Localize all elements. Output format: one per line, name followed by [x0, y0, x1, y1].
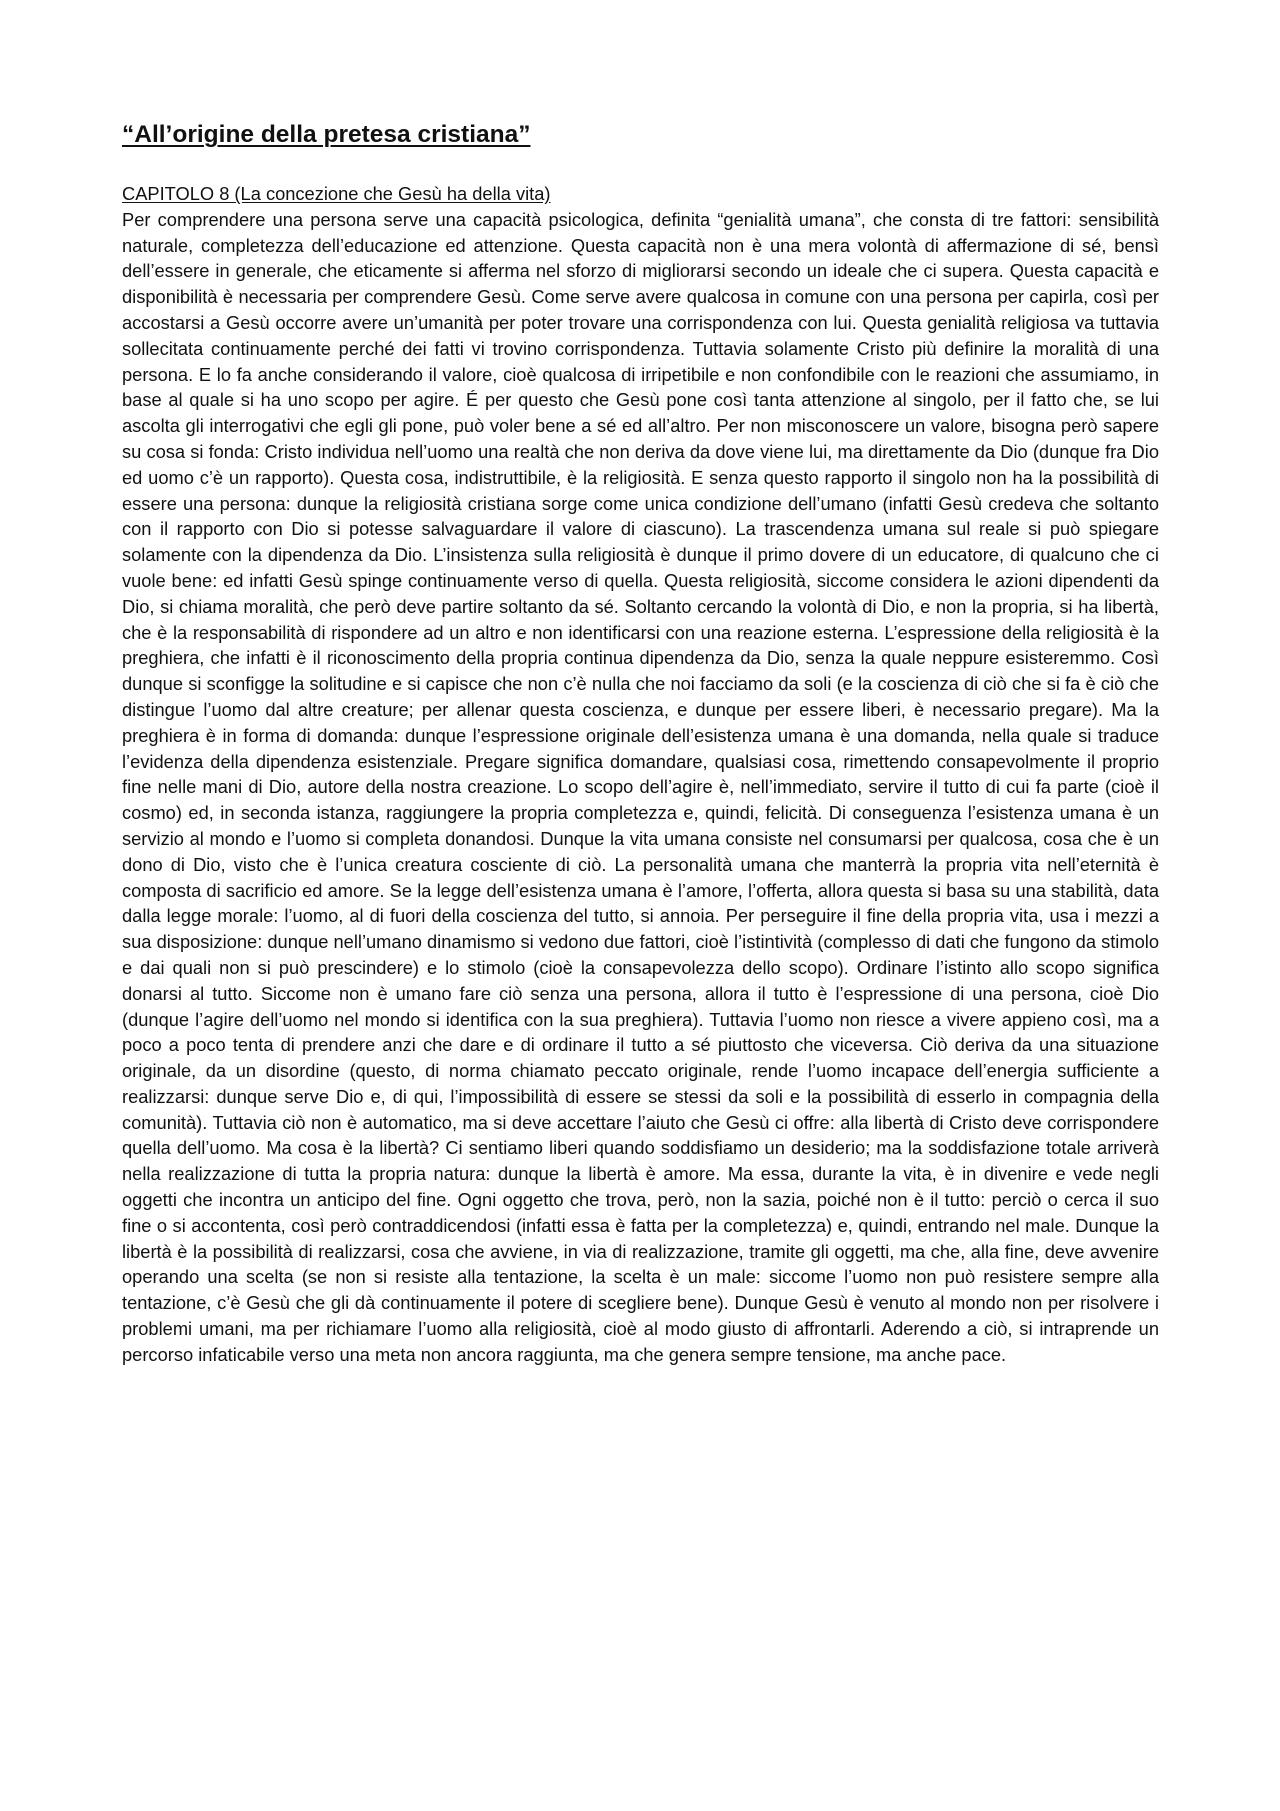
document-page	[122, 120, 1159, 1368]
body-paragraph: Per comprendere una persona serve una capacità psicologica, definita “genialità umana”, che consta di tre fattori: sensibilità naturale, completezza dell’educazione ed attenzione. Questa capacità non è una mera volontà di affermazione di sé, bensì dell’essere in generale, che eticamente si afferma nel sforzo di migliorarsi secondo un ideale che ci supera. Questa capacità e disponibilità è necessaria per comprendere Gesù. Come serve avere qualcosa in comune con una persona per capirla, così per accostarsi a Gesù occorre avere un’umanità per poter trovare una corrispondenza con lui. Questa genialità religiosa va tuttavia sollecitata continuamente perché dei fatti vi trovino corrispondenza. Tuttavia solamente Cristo più definire la moralità di una persona. E lo fa anche considerando il valore, cioè qualcosa di irripetibile e non confondibile con le reazioni che assumiamo, in base al quale si ha uno scopo per agire. É per questo che Gesù pone così tanta attenzione al singolo, per il fatto che, se lui ascolta gli interrogativi che egli gli pone, può voler bene a sé ed all’altro. Per non misconoscere un valore, bisogna però sapere su cosa si fonda: Cristo individua nell’uomo una realtà che non deriva da dove viene lui, ma direttamente da Dio (dunque fra Dio ed uomo c’è un rapporto). Questa cosa, indistruttibile, è la religiosità. E senza questo rapporto il singolo non ha la possibilità di essere una persona: dunque la religiosità cristiana sorge come unica condizione dell’umano (infatti Gesù credeva che soltanto con il rapporto con Dio si potesse salvaguardare il valore di ciascuno). La trascendenza umana sul reale si può spiegare solamente con la dipendenza da Dio. L’insistenza sulla religiosità è dunque il primo dovere di un educatore, di qualcuno che ci vuole bene: ed infatti Gesù spinge continuamente verso di quella. Questa religiosità, siccome considera le azioni dipendenti da Dio, si chiama moralità, che però deve partire soltanto da sé. Soltanto cercando la volontà di Dio, e non la propria, si ha libertà, che è la responsabilità di rispondere ad un altro e non identificarsi con una reazione esterna. L’espressione della religiosità è la preghiera, che infatti è il riconoscimento della propria continua dipendenza da Dio, senza la quale neppure esisteremmo. Così dunque si sconfigge la solitudine e si capisce che non c’è nulla che noi facciamo da soli (e la coscienza di ciò che si fa è ciò che distingue l’uomo dal altre creature; per allenar questa coscienza, e dunque per essere liberi, è necessario pregare). Ma la preghiera è in forma di domanda: dunque l’espressione originale dell’esistenza umana è una domanda, nella quale si traduce l’evidenza della dipendenza esistenziale. Pregare significa domandare, qualsiasi cosa, rimettendo consapevolmente il proprio fine nelle mani di Dio, autore della nostra creazione. Lo scopo dell’agire è, nell’immediato, servire il tutto di cui fa parte (cioè il cosmo) ed, in seconda istanza, raggiungere la propria completezza e, quindi, felicità. Di conseguenza l’esistenza umana è un servizio al mondo e l’uomo si completa donandosi. Dunque la vita umana consiste nel consumarsi per qualcosa, cosa che è un dono di Dio, visto che è l’unica creatura cosciente di ciò. La personalità umana che manterrà la propria vita nell’eternità è composta di sacrificio ed amore. Se la legge dell’esistenza umana è l’amore, l’offerta, allora questa si basa su una stabilità, data dalla legge morale: l’uomo, al di fuori della coscienza del tutto, si annoia. Per perseguire il fine della propria vita, usa i mezzi a sua disposizione: dunque nell’umano dinamismo si vedono due fattori, cioè l’istintività (complesso di dati che fungono da stimolo e dai quali non si può prescindere) e lo stimolo (cioè la consapevolezza dello scopo). Ordinare l’istinto allo scopo significa donarsi al tutto. Siccome non è umano fare ciò senza una persona, allora il tutto è l’espressione di una persona, cioè Dio (dunque l’agire dell’uomo nel mondo si identifica con la sua preghiera). Tuttavia l’uomo non riesce a vivere appieno così, ma a poco a poco tenta di prendere anzi che dare e di ordinare il tutto a sé piuttosto che viceversa. Ciò deriva da una situazione originale, da un disordine (questo, di norma chiamato peccato originale, rende l’uomo incapace dell’energia sufficiente a realizzarsi: dunque serve Dio e, di qui, l’impossibilità di essere se stessi da soli e la possibilità di esserlo in compagnia della comunità). Tuttavia ciò non è automatico, ma si deve accettare l’aiuto che Gesù ci offre: alla libertà di Cristo deve corrispondere quella dell’uomo. Ma cosa è la libertà? Ci sentiamo liberi quando soddisfiamo un desiderio; ma la soddisfazione totale arriverà nella realizzazione di tutta la propria natura: dunque la libertà è amore. Ma essa, durante la vita, è in divenire e vede negli oggetti che incontra un anticipo del fine. Ogni oggetto che trova, però, non la sazia, poiché non è il tutto: perciò o cerca il suo fine o si accontenta, così però contraddicendosi (infatti essa è fatta per la completezza) e, quindi, entrando nel male. Dunque la libertà è la possibilità di realizzarsi, cosa che avviene, in via di realizzazione, tramite gli oggetti, ma che, alla fine, deve avvenire operando una scelta (se non si resiste alla tentazione, la scelta è un male: siccome l’uomo non può resistere sempre alla tentazione, c’è Gesù che gli dà continuamente il potere di scegliere bene). Dunque Gesù è venuto al mondo non per risolvere i problemi umani, ma per richiamare l’uomo alla religiosità, cioè al modo giusto di affrontarli. Aderendo a ciò, si intraprende un percorso infaticabile verso una meta non ancora raggiunta, ma che genera sempre tensione, ma anche pace.	[122, 208, 1159, 1365]
chapter-heading: CAPITOLO 8 (La concezione che Gesù ha della vita)	[122, 183, 551, 204]
document-title: “All’origine della pretesa cristiana”	[122, 121, 531, 148]
